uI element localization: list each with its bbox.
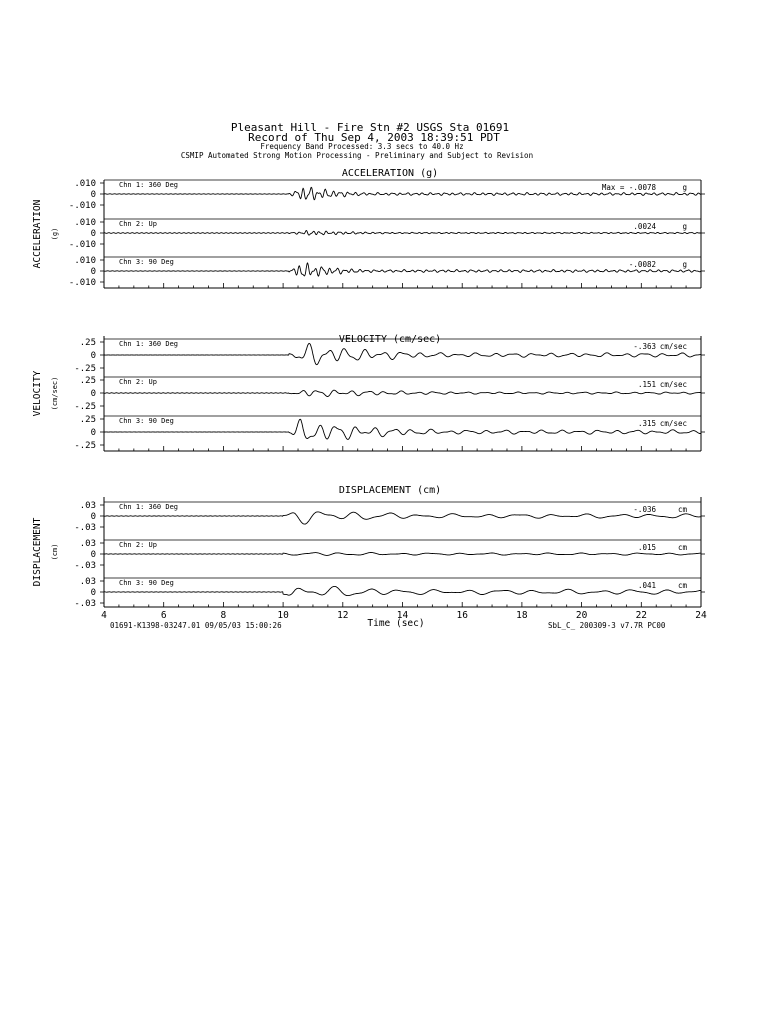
y-tick-label: .25: [79, 376, 96, 386]
y-tick-label: -.03: [74, 561, 96, 571]
channel-max-unit: g: [682, 183, 687, 192]
channel-max-unit: g: [682, 260, 687, 269]
y-tick-label: 0: [90, 512, 96, 522]
channel-label: Chn 1: 360 Deg: [119, 181, 179, 189]
x-tick-label: 6: [160, 610, 167, 621]
y-tick-label: -.010: [68, 278, 96, 288]
y-tick-label: 0: [90, 267, 96, 277]
panel-title: DISPLACEMENT (cm): [338, 485, 442, 496]
y-tick-label: -.010: [68, 201, 96, 211]
x-tick-label: 16: [456, 610, 468, 621]
panel-velocity: [32, 334, 705, 451]
channel-label: Chn 3: 90 Deg: [119, 417, 174, 425]
channel-max-value: -.0082: [628, 260, 656, 269]
y-tick-label: .010: [74, 218, 96, 228]
y-tick-label: 0: [90, 351, 96, 361]
channel-max-value: .0024: [633, 222, 656, 231]
y-axis-label: VELOCITY: [32, 370, 43, 417]
y-axis-label: ACCELERATION: [32, 199, 43, 269]
channel-label: Chn 1: 360 Deg: [119, 340, 179, 348]
y-tick-label: -.25: [74, 364, 96, 374]
y-tick-label: -.03: [74, 523, 96, 533]
y-tick-label: 0: [90, 190, 96, 200]
trace-line: [104, 343, 701, 364]
channel-max-value: .315: [637, 419, 656, 428]
channel-label: Chn 2: Up: [119, 220, 157, 228]
title-line-1: Pleasant Hill - Fire Stn #2 USGS Sta 01691: [230, 121, 510, 134]
x-tick-label: 24: [695, 610, 707, 621]
x-tick-label: 14: [396, 610, 409, 621]
channel-max-value: -.363: [633, 342, 656, 351]
y-tick-label: -.25: [74, 402, 96, 412]
y-tick-label: .03: [79, 539, 96, 549]
x-tick-label: 8: [220, 610, 227, 621]
y-tick-label: 0: [90, 550, 96, 560]
channel-label: Chn 2: Up: [119, 541, 157, 549]
channel-max-unit: cm/sec: [659, 342, 687, 351]
x-tick-label: 10: [277, 610, 289, 621]
y-tick-label: 0: [90, 428, 96, 438]
channel-label: Chn 2: Up: [119, 378, 157, 386]
title-line-2: Record of Thu Sep 4, 2003 18:39:51 PDT: [248, 131, 500, 144]
y-tick-label: 0: [90, 229, 96, 239]
channel-max-unit: cm: [677, 505, 687, 514]
y-tick-label: .010: [74, 256, 96, 266]
channel-max-unit: g: [682, 222, 687, 231]
title-line-4: CSMIP Automated Strong Motion Processing - Preliminary and Subject to Revision: [180, 151, 534, 160]
y-tick-label: -.03: [74, 599, 96, 609]
trace-line: [104, 231, 701, 236]
channel-max-unit: cm: [677, 581, 687, 590]
panel-title: VELOCITY (cm/sec): [338, 334, 442, 345]
panels: [32, 168, 707, 621]
channel-max-value: .151: [637, 380, 656, 389]
y-tick-label: .25: [79, 415, 96, 425]
y-axis-label: DISPLACEMENT: [32, 517, 43, 587]
panel-title: ACCELERATION (g): [341, 168, 439, 179]
y-tick-label: 0: [90, 389, 96, 399]
channel-max-value: Max = -.0078: [601, 183, 656, 192]
x-tick-label: 12: [337, 610, 349, 621]
x-tick-label: 4: [101, 610, 107, 621]
panel-acceleration: [32, 168, 705, 288]
y-tick-label: .03: [79, 501, 96, 511]
y-axis-unit: (cm/sec): [51, 376, 59, 411]
channel-max-value: -.036: [633, 505, 656, 514]
y-tick-label: 0: [90, 588, 96, 598]
x-tick-label: 20: [575, 610, 588, 621]
trace-line: [104, 553, 701, 556]
trace-line: [104, 512, 701, 524]
y-tick-label: -.25: [74, 441, 96, 451]
y-axis-unit: (g): [51, 227, 59, 241]
y-axis-unit: (cm): [51, 543, 59, 561]
panel-displacement: [32, 485, 707, 621]
trace-line: [104, 263, 701, 276]
channel-max-unit: cm/sec: [659, 380, 687, 389]
x-axis-label: Time (sec): [367, 618, 425, 629]
y-tick-label: .010: [74, 179, 96, 189]
y-tick-label: .03: [79, 577, 96, 587]
footer-version: SbL_C_ 200309-3 v7.7R PC00: [548, 621, 666, 630]
trace-line: [104, 419, 701, 439]
channel-max-unit: cm: [677, 543, 687, 552]
y-tick-label: -.010: [68, 240, 96, 250]
channel-max-unit: cm/sec: [659, 419, 687, 428]
channel-label: Chn 1: 360 Deg: [119, 503, 179, 511]
x-tick-label: 18: [516, 610, 528, 621]
title-line-3: Frequency Band Processed: 3.3 secs to 40.0 Hz: [260, 142, 464, 151]
footer-file-id: 01691-K1398-03247.01 09/05/03 15:00:26: [110, 621, 282, 630]
channel-label: Chn 3: 90 Deg: [119, 258, 174, 266]
trace-line: [104, 390, 701, 396]
channel-label: Chn 3: 90 Deg: [119, 579, 174, 587]
x-tick-label: 22: [635, 610, 648, 621]
y-tick-label: .25: [79, 338, 96, 348]
trace-line: [104, 586, 701, 595]
channel-max-value: .041: [637, 581, 656, 590]
channel-max-value: .015: [637, 543, 656, 552]
